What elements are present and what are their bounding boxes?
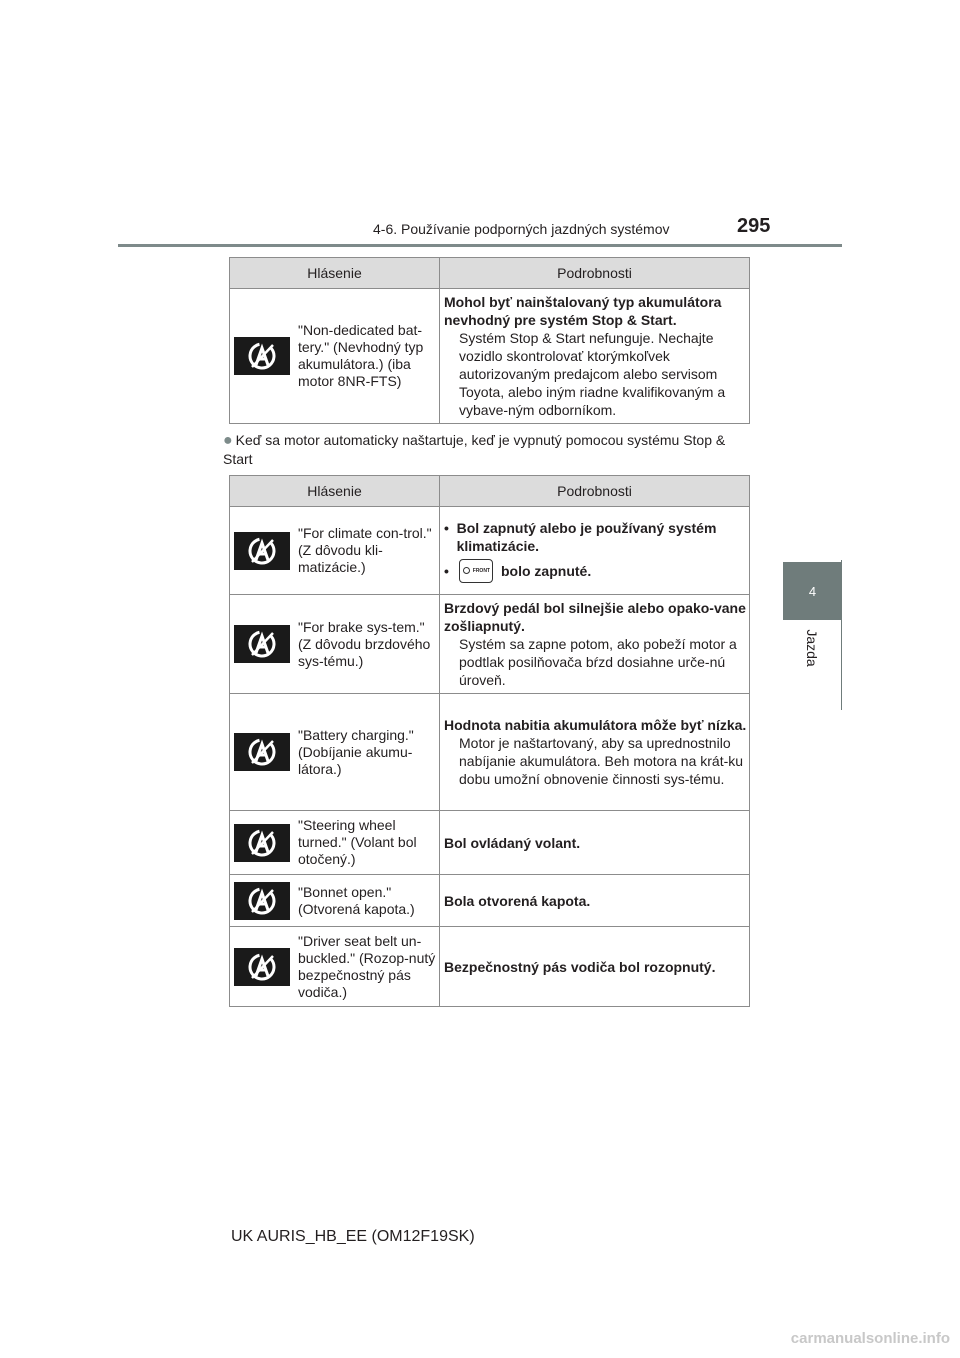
message-text: "For brake sys-tem." (Z dôvodu brzdového sys-tému.) <box>292 595 440 694</box>
chapter-title: 4-6. Používanie podporných jazdných systémov <box>373 221 670 237</box>
details-heading: Bezpečnostný pás vodiča bol rozopnutý. <box>440 927 750 1007</box>
table-row <box>230 875 750 927</box>
message-text: "Non-dedicated bat-tery." (Nevhodný typ akumulátora.) (iba motor 8NR-FTS) <box>292 289 440 424</box>
table-row <box>230 927 750 1007</box>
message-table-2 <box>229 475 750 1007</box>
stop-start-off-icon <box>234 948 290 986</box>
details-heading: Bola otvorená kapota. <box>440 875 750 927</box>
details-cell <box>440 595 750 694</box>
message-table-1 <box>229 257 750 424</box>
header-hlasenie: Hlásenie <box>230 476 440 507</box>
details-heading-2: bolo zapnuté. <box>501 562 592 579</box>
message-text: "Driver seat belt un-buckled." (Rozop-nutý bezpečnostný pás vodiča.) <box>292 927 440 1007</box>
stop-start-off-icon <box>234 532 290 570</box>
table-row <box>230 289 750 424</box>
chapter-tab-label: Jazda <box>804 629 820 667</box>
bullet-paragraph <box>223 431 750 468</box>
chapter-tab-line <box>841 560 842 710</box>
stop-start-off-icon <box>234 625 290 663</box>
front-defogger-button-icon: FRONT <box>459 559 493 583</box>
table-header-row <box>230 258 750 289</box>
header-podrobnosti: Podrobnosti <box>440 476 750 507</box>
stop-start-off-icon <box>234 824 290 862</box>
details-text: Motor je naštartovaný, aby sa uprednostnilo nabíjanie akumulátora. Beh motora na krát-ku dobu umožní obnovenie činnosti sys-tému. <box>459 735 744 787</box>
table-header-row <box>230 476 750 507</box>
table-row <box>230 811 750 875</box>
message-text: "Battery charging." (Dobíjanie akumu-látora.) <box>292 694 440 811</box>
bullet-dot-icon: ● <box>223 432 233 449</box>
message-text: "Bonnet open." (Otvorená kapota.) <box>292 875 440 927</box>
details-heading: Hodnota nabitia akumulátora môže byť nízka. <box>444 717 747 733</box>
chapter-tab-number: 4 <box>808 583 817 599</box>
details-heading: Brzdový pedál bol silnejšie alebo opako-vane zošliapnutý. <box>444 600 746 634</box>
details-heading: Bol ovládaný volant. <box>440 811 750 875</box>
message-text: "Steering wheel turned." (Volant bol otočený.) <box>292 811 440 875</box>
chapter-tab <box>783 562 842 620</box>
message-text: "For climate con-trol." (Z dôvodu kli-matizácie.) <box>292 507 440 595</box>
header-podrobnosti: Podrobnosti <box>440 258 750 289</box>
details-text: Systém sa zapne potom, ako pobeží motor a podtlak posilňovača bŕzd dosiahne urče-nú úroveň. <box>459 636 737 688</box>
stop-start-off-icon <box>234 882 290 920</box>
header-divider <box>118 244 842 247</box>
details-cell <box>440 289 750 424</box>
watermark: carmanualsonline.info <box>790 1330 950 1347</box>
table-row <box>230 694 750 811</box>
table-row <box>230 595 750 694</box>
stop-start-off-icon <box>234 337 290 375</box>
document-code: UK AURIS_HB_EE (OM12F19SK) <box>231 1228 475 1245</box>
details-heading: Mohol byť nainštalovaný typ akumulátora nevhodný pre systém Stop & Start. <box>444 294 722 328</box>
details-cell: • Bol zapnutý alebo je používaný systém klimatizácie. • FRONT bolo zapnuté. <box>440 507 750 595</box>
page-number: 295 <box>737 215 771 237</box>
table-row <box>230 507 750 595</box>
details-cell <box>440 694 750 811</box>
bullet-text: Keď sa motor automaticky naštartuje, keď je vypnutý pomocou systému Stop & Start <box>223 432 726 467</box>
header-hlasenie: Hlásenie <box>230 258 440 289</box>
stop-start-off-icon <box>234 733 290 771</box>
details-heading: Bol zapnutý alebo je používaný systém klimatizácie. <box>456 519 717 554</box>
details-text: Systém Stop & Start nefunguje. Nechajte vozidlo skontrolovať ktorýmkoľvek autorizovaným predajcom alebo servisom Toyota, alebo iným riadne kvalifikovaným a vybave-ným odborníkom. <box>459 330 726 418</box>
